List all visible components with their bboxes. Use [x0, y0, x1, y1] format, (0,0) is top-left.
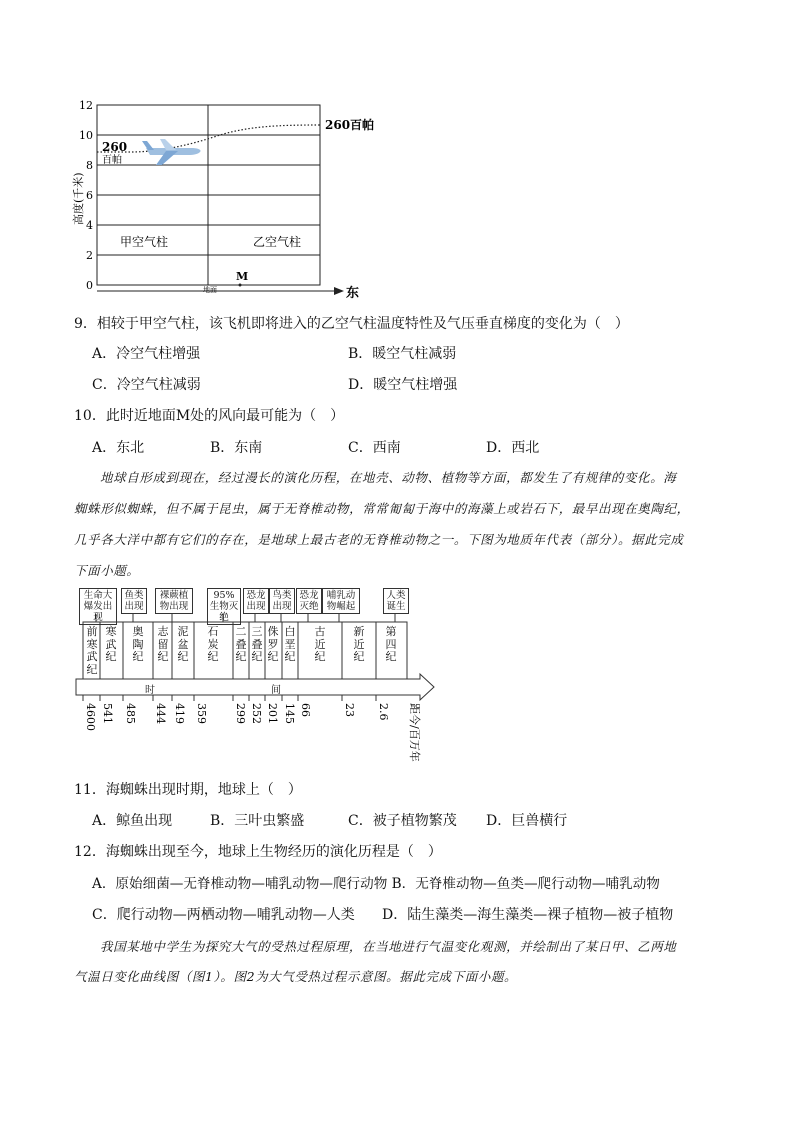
- passage-1-line: 蜘蛛形似蜘蛛，但不属于昆虫，属于无脊椎动物，常常匍匐于海中的海藻上或岩石下，最早出现在奥陶纪，: [74, 501, 690, 516]
- y-tick: 10: [79, 129, 93, 142]
- q11-option-b[interactable]: B．三叶虫繁盛: [210, 813, 305, 829]
- event-box: 95%生物灭绝: [207, 588, 241, 625]
- period-label: 古近纪: [314, 625, 326, 663]
- iso-left-value: 260: [102, 140, 128, 154]
- tick-label: 201: [266, 703, 279, 724]
- y-axis-label: 高度(千米): [72, 172, 85, 225]
- q9-option-b[interactable]: B．暖空气柱减弱: [348, 346, 457, 362]
- event-box: 生命大爆发出现: [79, 588, 117, 625]
- east-label: 东: [346, 286, 360, 301]
- q10-stem: 10．此时近地面M处的风向最可能为（ ）: [74, 408, 345, 424]
- unit-label: 距今/百万年: [408, 703, 421, 762]
- point-m-label: M: [236, 270, 249, 283]
- tick-label: 23: [343, 703, 356, 717]
- iso-left-unit: 百帕: [102, 155, 122, 166]
- tick-label: 252: [250, 703, 263, 724]
- passage-1-line: 地球自形成到现在，经过漫长的演化历程，在地壳、动物、植物等方面，都发生了有规律的变化。海: [100, 470, 677, 485]
- q12-option-c[interactable]: C．爬行动物—两栖动物—哺乳动物—人类: [92, 907, 355, 923]
- col-right-label: 乙空气柱: [253, 235, 302, 249]
- tick-label: 541: [101, 703, 114, 724]
- q10-option-c[interactable]: C．西南: [348, 440, 401, 456]
- q10-option-d[interactable]: D．西北: [486, 440, 540, 456]
- q10-option-b[interactable]: B．东南: [210, 440, 263, 456]
- period-label: 第四纪: [385, 625, 397, 663]
- period-label: 寒武纪: [105, 625, 117, 663]
- period-label: 奥陶纪: [132, 625, 144, 663]
- passage-1-line: 下面小题。: [74, 563, 140, 578]
- tick-label: 485: [124, 703, 137, 724]
- q9-option-d[interactable]: D．暖空气柱增强: [348, 377, 458, 393]
- event-box: 鸟类出现: [269, 588, 295, 614]
- axis-label-time: 时: [145, 685, 155, 696]
- col-left-label: 甲空气柱: [120, 235, 169, 249]
- q11-option-c[interactable]: C．被子植物繁茂: [348, 813, 457, 829]
- y-tick: 8: [86, 159, 93, 172]
- period-label: 石炭纪: [207, 625, 219, 663]
- period-label: 侏罗纪: [267, 625, 279, 663]
- event-box: 恐龙灭绝: [296, 588, 322, 614]
- event-box: 人类诞生: [383, 588, 409, 614]
- q9-option-c[interactable]: C．冷空气柱减弱: [92, 377, 201, 393]
- event-box: 哺乳动物崛起: [322, 588, 360, 614]
- passage-2-line: 气温日变化曲线图（图1）。图2为大气受热过程示意图。据此完成下面小题。: [74, 969, 518, 984]
- event-box: 鱼类出现: [121, 588, 147, 614]
- tick-label: 4600: [84, 703, 97, 731]
- tick-label: 444: [154, 703, 167, 724]
- y-tick: 2: [86, 249, 93, 262]
- passage-2-line: 我国某地中学生为探究大气的受热过程原理，在当地进行气温变化观测，并绘制出了某日甲、乙两地: [100, 939, 677, 954]
- period-label: 新近纪: [353, 625, 365, 663]
- q9-option-a[interactable]: A．冷空气柱增强: [92, 346, 201, 362]
- y-tick: 4: [86, 219, 93, 232]
- y-tick: 12: [79, 99, 93, 112]
- ground-label: 地面: [203, 286, 217, 294]
- tick-label: 359: [195, 703, 208, 724]
- q11-stem: 11．海蜘蛛出现时期，地球上（ ）: [74, 782, 302, 798]
- q12-stem: 12．海蜘蛛出现至今，地球上生物经历的演化历程是（ ）: [74, 844, 442, 860]
- y-tick: 6: [86, 189, 93, 202]
- tick-label: 299: [234, 703, 247, 724]
- q9-stem: 9．相较于甲空气柱，该飞机即将进入的乙空气柱温度特性及气压垂直梯度的变化为（ ）: [74, 316, 629, 332]
- tick-label: 419: [173, 703, 186, 724]
- period-label: 白垩纪: [284, 625, 296, 663]
- event-box: 恐龙出现: [243, 588, 269, 614]
- q11-option-d[interactable]: D．巨兽横行: [486, 813, 568, 829]
- q12-option-ab[interactable]: A．原始细菌—无脊椎动物—哺乳动物—爬行动物 B．无脊椎动物—鱼类—爬行动物—哺乳动物: [92, 876, 660, 892]
- q10-option-a[interactable]: A．东北: [92, 440, 145, 456]
- period-label: 三叠纪: [251, 625, 263, 663]
- tick-label: 145: [283, 703, 296, 724]
- period-label: 志留纪: [157, 625, 169, 663]
- q12-option-d[interactable]: D．陆生藻类—海生藻类—裸子植物—被子植物: [382, 907, 674, 923]
- period-label: 泥盆纪: [177, 625, 189, 663]
- period-label: 二叠纪: [235, 625, 247, 663]
- iso-right-label: 260百帕: [325, 118, 375, 132]
- q11-option-a[interactable]: A．鲸鱼出现: [92, 813, 173, 829]
- event-box: 裸蕨植物出现: [155, 588, 193, 614]
- passage-1-line: 几乎各大洋中都有它们的存在，是地球上最古老的无脊椎动物之一。下图为地质年代表（部分）。据此完成: [74, 532, 684, 547]
- y-tick: 0: [86, 279, 93, 292]
- tick-label: 2.6: [377, 703, 390, 721]
- period-label: 前寒武纪: [86, 625, 98, 676]
- axis-label-span: 间: [271, 685, 281, 696]
- tick-label: 66: [299, 703, 312, 717]
